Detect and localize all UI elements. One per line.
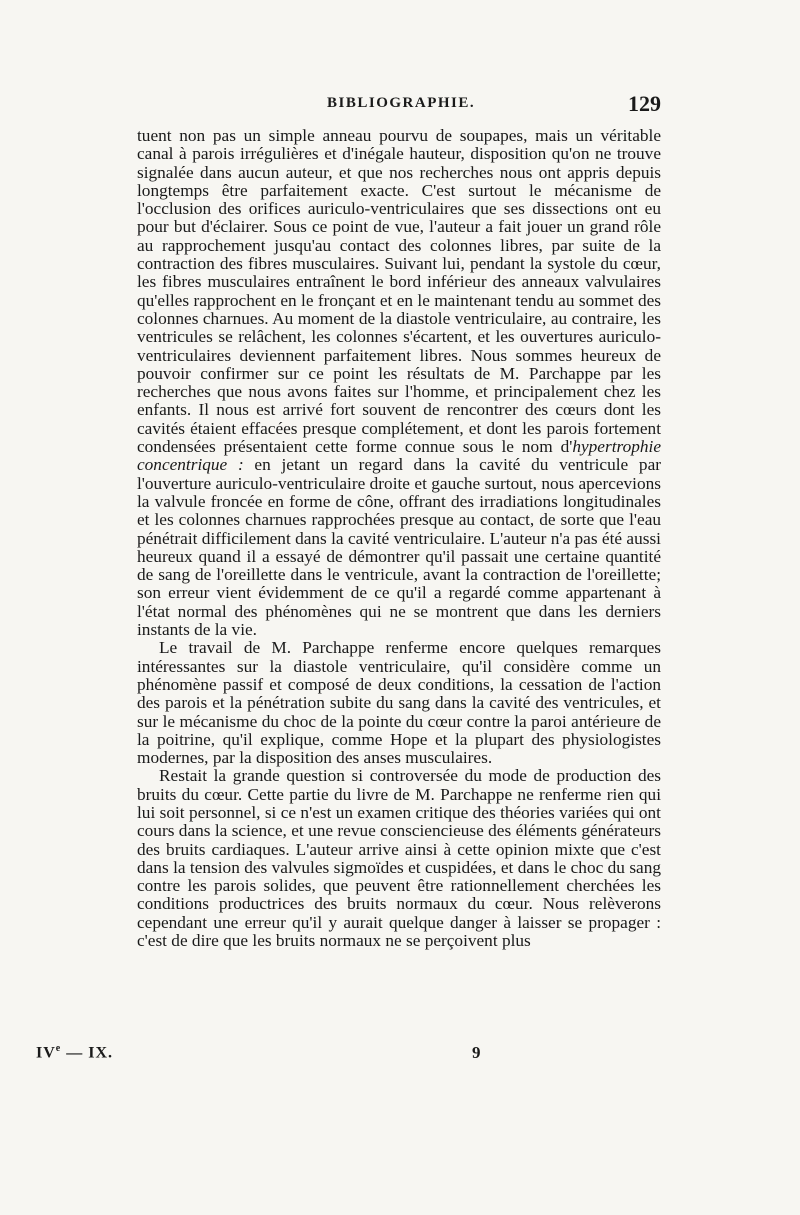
paragraph-2: Le travail de M. Parchappe renferme encore quelques remarques intéressantes sur la diastole ventriculaire, qu'il considère comme un phénomène passif et composé de deux conditions, la cessation de l'action des parois et la pénétration subite du sang dans la cavité des ventricules, et sur le mécanisme du choc de la pointe du cœur contre la paroi antérieure de la poitrine, qu'il explique, comme Hope et la plupart des physiologistes modernes, par la disposition des anses musculaires. (137, 638, 661, 768)
signature-sup: e (55, 1043, 62, 1054)
paragraph-1 (137, 127, 661, 639)
running-title: BIBLIOGRAPHIE. (327, 95, 476, 111)
signature-mark (36, 1043, 113, 1062)
body-text (137, 127, 661, 950)
page-number: 129 (628, 91, 661, 116)
running-head (137, 91, 661, 127)
paragraph-1-text: tuent non pas un simple anneau pourvu de soupapes, mais un véritable canal à parois irrégulières et d'inégale hauteur, disposition qu'on ne trouve signalée dans aucun auteur, et que nos recherches nous ont appris depuis longtemps être parfaitement exacte. C'est surtout le mécanisme de l'occlusion des orifices auriculo-ventriculaires que ses dissections ont eu pour but d'éclairer. Sous ce point de vue, l'auteur a fait jouer un grand rôle au rapprochement jusqu'au contact des colonnes libres, par suite de la contraction des fibres musculaires. Suivant lui, pendant la systole du cœur, les fibres musculaires entraînent le bord inférieur des anneaux valvulaires qu'elles rapprochent en le fronçant et en le maintenant tendu au sommet des colonnes charnues. Au moment de la diastole ventriculaire, au contraire, les ventricules se relâchent, les colonnes s'écartent, et les ouvertures auriculo-ventriculaires deviennent parfaitement libres. Nous sommes heureux de pouvoir confirmer sur ce point les résultats de M. Parchappe par les recherches que nous avons faites sur l'homme, et principalement chez les enfants. Il nous est arrivé fort souvent de rencontrer des cœurs dont les cavités étaient effacées presque complétement, et dont les parois fortement condensées présentaient cette forme connue sous le nom d' (137, 126, 661, 457)
italic-term: hypertrophie concentrique : (137, 437, 661, 475)
signature-rest: — IX. (61, 1044, 114, 1062)
sheet-number: 9 (472, 1043, 481, 1062)
paragraph-3: Restait la grande question si controversée du mode de production des bruits du cœur. Cette partie du livre de M. Parchappe ne renferme rien qui lui soit personnel, si ce n'est un examen critique des théories variées qui ont cours dans la science, et une revue consciencieuse des éléments générateurs des bruits cardiaques. L'auteur arrive ainsi à cette opinion mixte que c'est dans la tension des valvules sigmoïdes et cuspidées, et dans le choc du sang contre les parois solides, que peuvent être rationnellement cherchées les conditions productrices des bruits normaux du cœur. Nous relèverons cependant une erreur qu'il y aurait quelque danger à laisser se propager : c'est de dire que les bruits normaux ne se perçoivent plus (137, 766, 661, 951)
book-page (137, 91, 661, 951)
paragraph-1-continuation: en jetant un regard dans la cavité du ventricule par l'ouverture auriculo-ventriculaire droite et gauche surtout, nous apercevions la valvule froncée en forme de cône, offrant des irradiations longitudinales et les colonnes charnues rapprochées presque au contact, de sorte que l'eau pénétrait difficilement dans la cavité ventriculaire. L'auteur n'a pas été aussi heureux quand il a essayé de démontrer qu'il passait une certaine quantité de sang de l'oreillette dans le ventricule, avant la contraction de l'oreillette; son erreur vient évidemment de ce qu'il a regardé comme appartenant à l'état normal des phénomènes qui ne se montrent que dans les derniers instants de la vie. (137, 455, 661, 640)
signature-base: IV (36, 1044, 56, 1062)
